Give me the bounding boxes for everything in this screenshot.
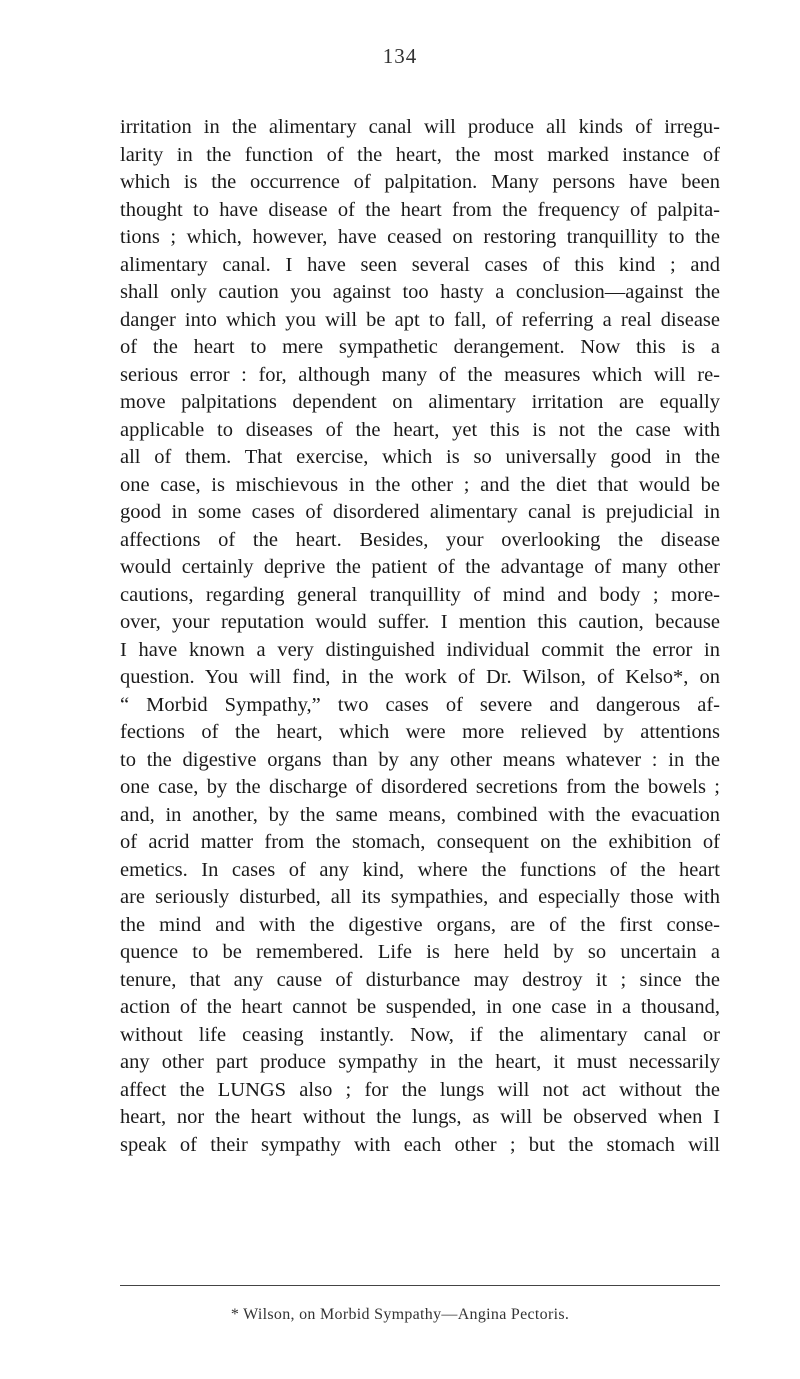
text-line: thought to have disease of the heart from the frequency of palpita- [120,198,720,221]
text-line: affect the LUNGS also ; for the lungs will not act without the [120,1078,720,1101]
text-line: action of the heart cannot be suspended, in one case in a thousand, [120,996,720,1018]
text-line: I have known a very distinguished individual commit the error in [120,638,720,661]
text-line: which is the occurrence of palpitation. Many persons have been [120,171,720,193]
text-line: heart, nor the heart without the lungs, as will be observed when I [120,1106,720,1128]
text-line: tenure, that any cause of disturbance may destroy it ; since the [120,968,720,991]
footnote-divider [120,1285,720,1286]
text-line: would certainly deprive the patient of the advantage of many other [120,556,720,578]
text-line: and, in another, by the same means, combined with the evacuation [120,803,720,826]
text-line: all of them. That exercise, which is so universally good in the [120,446,720,468]
text-line: affections of the heart. Besides, your overlooking the disease [120,528,720,551]
text-line: any other part produce sympathy in the heart, it must necessarily [120,1051,720,1073]
text-line: speak of their sympathy with each other ; but the stomach will [120,1133,720,1156]
text-line: larity in the function of the heart, the most marked instance of [120,143,720,166]
text-line: applicable to diseases of the heart, yet this is not the case with [120,418,720,441]
text-line: the mind and with the digestive organs, are of the first conse- [120,913,720,936]
text-line: alimentary canal. I have seen several cases of this kind ; and [120,253,720,276]
text-line: of acrid matter from the stomach, consequent on the exhibition of [120,831,720,853]
text-line: serious error : for, although many of the measures which will re- [120,363,720,386]
text-line: move palpitations dependent on alimentary irritation are equally [120,391,720,413]
text-line: question. You will find, in the work of Dr. Wilson, of Kelso*, on [120,666,720,688]
text-line: cautions, regarding general tranquillity of mind and body ; more- [120,583,720,606]
text-line: danger into which you will be apt to fall, of referring a real disease [120,308,720,331]
text-line: fections of the heart, which were more relieved by attentions [120,721,720,743]
text-line: of the heart to mere sympathetic derangement. Now this is a [120,336,720,358]
text-line: to the digestive organs than by any other means whatever : in the [120,748,720,771]
text-line: good in some cases of disordered alimentary canal is prejudicial in [120,501,720,523]
body-text [120,114,720,1159]
footnote: * Wilson, on Morbid Sympathy—Angina Pectoris. [230,1306,570,1323]
text-line: emetics. In cases of any kind, where the functions of the heart [120,858,720,881]
text-line: “ Morbid Sympathy,” two cases of severe and dangerous af- [120,693,720,716]
text-line: shall only caution you against too hasty a conclusion—against the [120,281,720,303]
page-number: 134 [382,44,418,68]
text-line: irritation in the alimentary canal will produce all kinds of irregu- [120,116,720,138]
text-line: are seriously disturbed, all its sympathies, and especially those with [120,886,720,908]
text-line: one case, is mischievous in the other ; and the diet that would be [120,473,720,496]
text-line: tions ; which, however, have ceased on restoring tranquillity to the [120,226,720,248]
text-line: without life ceasing instantly. Now, if the alimentary canal or [120,1023,720,1046]
text-line: one case, by the discharge of disordered secretions from the bowels ; [120,776,720,798]
text-line: over, your reputation would suffer. I mention this caution, because [120,611,720,633]
text-line: quence to be remembered. Life is here held by so uncertain a [120,941,720,963]
